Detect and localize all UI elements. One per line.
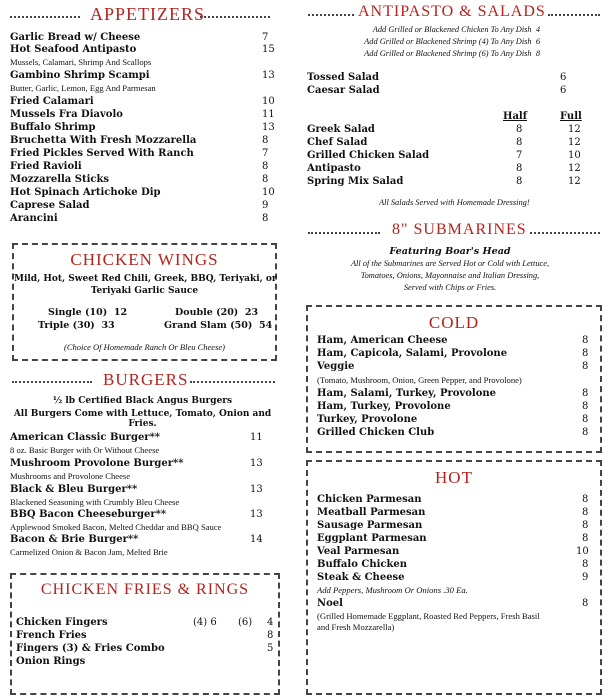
list-item: Turkey, Provolone 8 — [317, 414, 589, 425]
subs-desc-2: Tomatoes, Onions, Mayonnaise and Italian Dressing, — [360, 271, 540, 280]
list-item: Ham, Turkey, Provolone 8 — [317, 401, 589, 412]
wings-flavors-2: Teriyaki Garlic Sauce — [90, 286, 199, 296]
list-item: Fried Ravioli 8 — [10, 161, 269, 172]
wings-size-grand-slam: Grand Slam (50) 54 — [164, 320, 273, 331]
subs-featuring: Featuring Boar's Head — [389, 246, 511, 257]
list-item: Hot Spinach Artichoke Dip 10 — [10, 187, 275, 198]
burgers-subtitle-1: ½ lb Certified Black Angus Burgers — [52, 396, 233, 406]
burgers-title: BURGERS — [103, 370, 189, 389]
chicken-fries-box — [10, 573, 280, 695]
item-description: Add Peppers, Mushroom Or Onions .30 Ea. — [317, 585, 468, 595]
item-description: (Grilled Homemade Eggplant, Roasted Red Peppers, Fresh Basil — [317, 611, 540, 621]
hot-box — [306, 460, 602, 695]
salads-note: All Salads Served with Homemade Dressing! — [379, 198, 530, 207]
subs-rule-left — [308, 232, 380, 234]
item-description: and Fresh Mozzarella) — [317, 622, 395, 632]
list-item: Noel 8 — [317, 598, 589, 609]
list-item: Buffalo Chicken 8 — [317, 559, 589, 570]
appetizers-rule-right — [200, 16, 270, 18]
addon-line: Add Grilled or Blackened Shrimp (4) To Any Dish 6 — [364, 37, 540, 46]
antipasto-rule-left — [308, 14, 354, 16]
wings-size-double: Double (20) 23 — [175, 307, 259, 318]
item-description: Applewood Smoked Bacon, Melted Cheddar and BBQ Sauce — [10, 522, 222, 532]
item-description: Butter, Garlic, Lemon, Egg And Parmesan — [10, 83, 156, 93]
addon-line: Add Grilled or Blackened Shrimp (6) To Any Dish 8 — [364, 49, 540, 58]
subs-rule-right — [530, 232, 600, 234]
list-item: Sausage Parmesan 8 — [317, 520, 589, 531]
burgers-list — [10, 432, 275, 562]
list-item: Fried Calamari 10 — [10, 96, 275, 107]
item-description: Carmelized Onion & Bacon Jam, Melted Brie — [10, 547, 168, 557]
list-item: Chef Salad 8 12 — [307, 137, 581, 148]
list-item: Fried Pickles Served With Ranch 7 — [10, 148, 269, 159]
salads-list: Tossed Salad 6 Caesar Salad 6 Half Full Greek Salad 8 12 Chef Salad 8 12 Grilled Chicken Salad 7 10 Antipasto 8 12 Spring Mix Salad 8 12 — [307, 72, 587, 192]
hot-title: HOT — [435, 468, 473, 487]
list-item: BBQ Bacon Cheeseburger** 13 — [10, 509, 263, 520]
list-item: Hot Seafood Antipasto 15 — [10, 44, 275, 55]
list-item: Buffalo Shrimp 13 — [10, 122, 275, 133]
item-description: Blackened Seasoning with Crumbly Bleu Cheese — [10, 497, 180, 507]
wings-flavors: Mild, Hot, Sweet Red Chili, Greek, BBQ, Teriyaki, or — [14, 274, 277, 284]
burgers-rule-left — [12, 381, 92, 383]
list-item: Veal Parmesan 10 — [317, 546, 589, 557]
subs-desc-3: Served with Chips or Fries. — [403, 283, 497, 292]
list-item: Spring Mix Salad 8 12 — [307, 176, 581, 187]
list-item: Mushroom Provolone Burger** 13 — [10, 458, 263, 469]
list-item: Mussels Fra Diavolo 11 — [10, 109, 275, 120]
antipasto-rule-right — [548, 14, 600, 16]
wings-note: (Choice Of Homemade Ranch Or Bleu Cheese) — [64, 342, 225, 352]
list-item: Bruchetta With Fresh Mozzarella 8 — [10, 135, 269, 146]
list-item: Ham, Capicola, Salami, Provolone 8 — [317, 348, 589, 359]
subs-title: 8" SUBMARINES — [392, 221, 527, 238]
list-item: Chicken Parmesan 8 — [317, 494, 589, 505]
list-item: Chicken Fingers (4) 6 (6) 4 — [16, 617, 274, 628]
chicken-wings-box — [12, 243, 277, 361]
wings-size-triple: Triple (30) 33 — [38, 320, 115, 331]
appetizers-title: APPETIZERS — [90, 4, 206, 24]
list-item: Garlic Bread w/ Cheese 7 — [10, 32, 269, 43]
subs-desc-1: All of the Submarines are Served Hot or Cold with Lettuce, — [350, 259, 550, 268]
item-description: Mussels, Calamari, Shrimp And Scallops — [10, 57, 152, 67]
list-item: Ham, Salami, Turkey, Provolone 8 — [317, 388, 589, 399]
list-item: French Fries 8 — [16, 630, 274, 641]
list-item: Mozzarella Sticks 8 — [10, 174, 269, 185]
list-item: Greek Salad 8 12 — [307, 124, 581, 135]
list-item: Caprese Salad 9 — [10, 200, 269, 211]
list-item: Black & Bleu Burger** 13 — [10, 484, 263, 495]
appetizers-rule-left — [10, 16, 80, 18]
list-item: Veggie 8 — [317, 361, 589, 372]
burgers-rule-right — [190, 381, 275, 383]
list-item: Antipasto 8 12 — [307, 163, 581, 174]
addon-line: Add Grilled or Blackened Chicken To Any Dish 4 — [372, 25, 540, 34]
burgers-subtitle-2: All Burgers Come with Lettuce, Tomato, Onion and Fries. — [13, 409, 272, 429]
wings-title: CHICKEN WINGS — [70, 250, 219, 269]
item-description: Mushrooms and Provolone Cheese — [10, 471, 131, 481]
item-description: (Tomato, Mushroom, Onion, Green Pepper, and Provolone) — [317, 375, 522, 385]
cold-title: COLD — [428, 313, 480, 332]
item-description: 8 oz. Basic Burger with Or Without Cheese — [10, 445, 160, 455]
list-item: Eggplant Parmesan 8 — [317, 533, 589, 544]
list-item: Steak & Cheese 9 — [317, 572, 589, 583]
antipasto-title: ANTIPASTO & SALADS — [358, 3, 546, 20]
list-item: Gambino Shrimp Scampi 13 — [10, 70, 275, 81]
wings-size-single: Single (10) 12 — [48, 307, 128, 318]
list-item: Caesar Salad 6 — [307, 85, 567, 96]
list-item: Meatball Parmesan 8 — [317, 507, 589, 518]
list-item: Tossed Salad 6 — [307, 72, 567, 83]
list-item: Grilled Chicken Club 8 — [317, 427, 589, 438]
fries-title: CHICKEN FRIES & RINGS — [40, 581, 250, 598]
list-item: Grilled Chicken Salad 7 10 — [307, 150, 581, 161]
list-item: Arancini 8 — [10, 213, 269, 224]
appetizers-list — [10, 32, 275, 232]
list-item: Ham, American Cheese 8 — [317, 335, 589, 346]
cold-box — [306, 305, 602, 453]
list-item: Fingers (3) & Fries Combo 5 — [16, 643, 274, 654]
list-item: American Classic Burger** 11 — [10, 432, 263, 443]
list-item: Onion Rings — [16, 656, 86, 667]
list-item: Bacon & Brie Burger** 14 — [10, 534, 263, 545]
